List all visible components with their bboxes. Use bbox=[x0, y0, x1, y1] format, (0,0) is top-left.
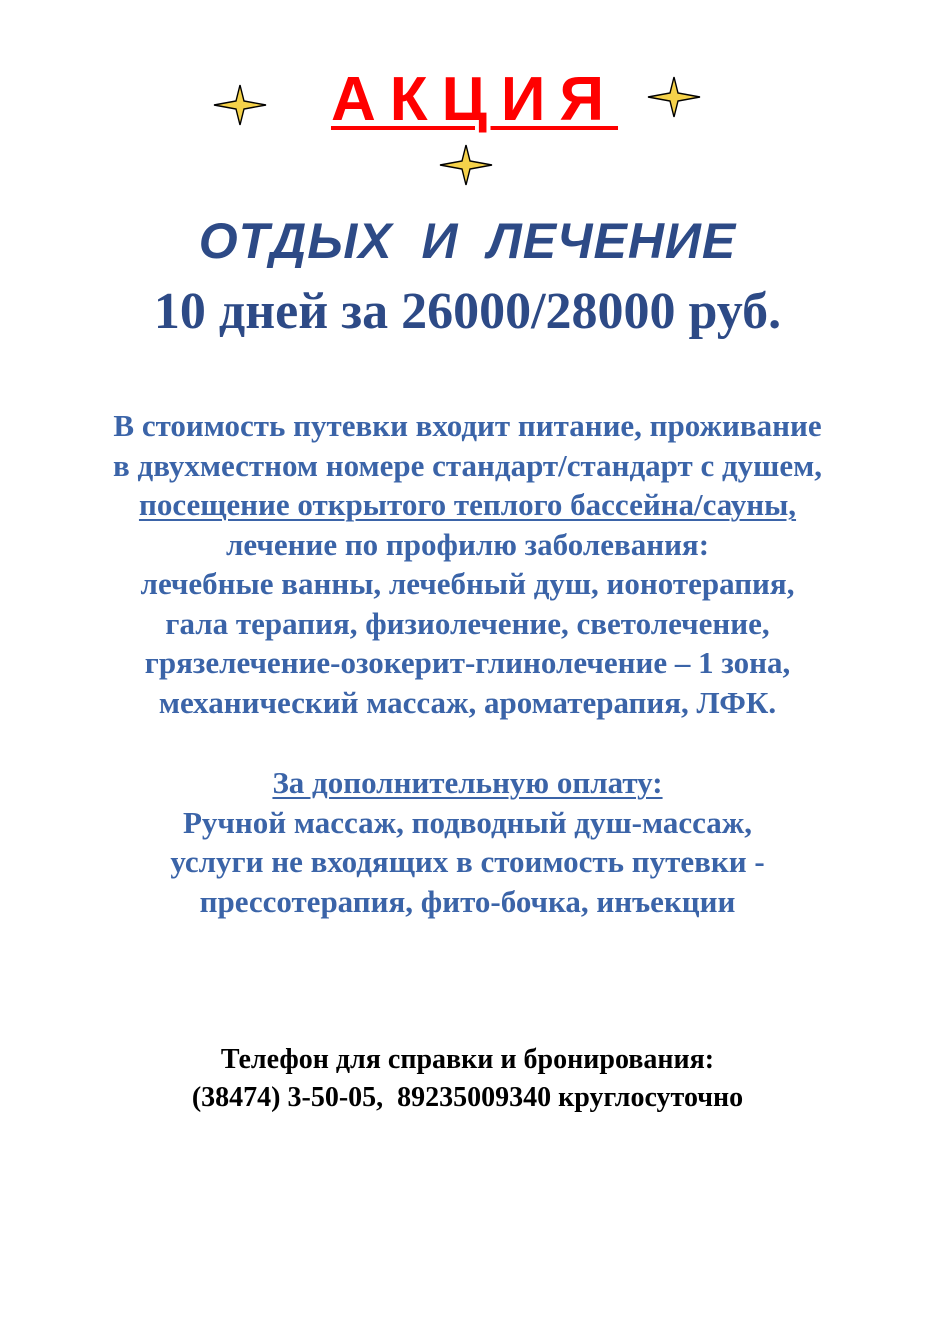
offer-price: 10 дней за 26000/28000 руб. bbox=[153, 283, 782, 340]
included-line bbox=[0, 485, 935, 525]
included-line: грязелечение-озокерит-глинолечение – 1 зона, bbox=[144, 645, 791, 680]
included-line: лечение по профилю заболевания: bbox=[225, 526, 710, 562]
star-icon bbox=[439, 144, 493, 186]
extra-line: услуги не входящих в стоимость путевки - bbox=[170, 844, 765, 879]
included-line: В стоимость путевки входит питание, проживание bbox=[113, 408, 822, 443]
included-line: механический массаж, ароматерапия, ЛФК. bbox=[158, 684, 777, 720]
included-line-underlined: посещение открытого теплого бассейна/сауны, bbox=[138, 487, 797, 522]
extra-services bbox=[0, 763, 935, 921]
contact-phones: (38474) 3-50-05, 89235009340 круглосуточно bbox=[191, 1082, 744, 1113]
extra-line: прессотерапия, фито-бочка, инъекции bbox=[199, 883, 736, 919]
included-line: лечебные ванны, лечебный душ, ионотерапия, bbox=[140, 566, 795, 601]
extra-line: Ручной массаж, подводный душ-массаж, bbox=[182, 804, 753, 840]
extra-heading: За дополнительную оплату: bbox=[272, 765, 663, 800]
included-line: в двухместном номере стандарт/стандарт с душем, bbox=[113, 447, 822, 483]
contact-info bbox=[0, 1041, 935, 1117]
contact-label: Телефон для справки и бронирования: bbox=[220, 1044, 715, 1075]
promo-title: АКЦИЯ bbox=[330, 65, 619, 134]
star-icon bbox=[647, 76, 701, 118]
included-services bbox=[0, 406, 935, 722]
offer-headline: ОТДЫХ И ЛЕЧЕНИЕ bbox=[198, 213, 737, 269]
included-line: гала терапия, физиолечение, светолечение, bbox=[165, 605, 770, 641]
